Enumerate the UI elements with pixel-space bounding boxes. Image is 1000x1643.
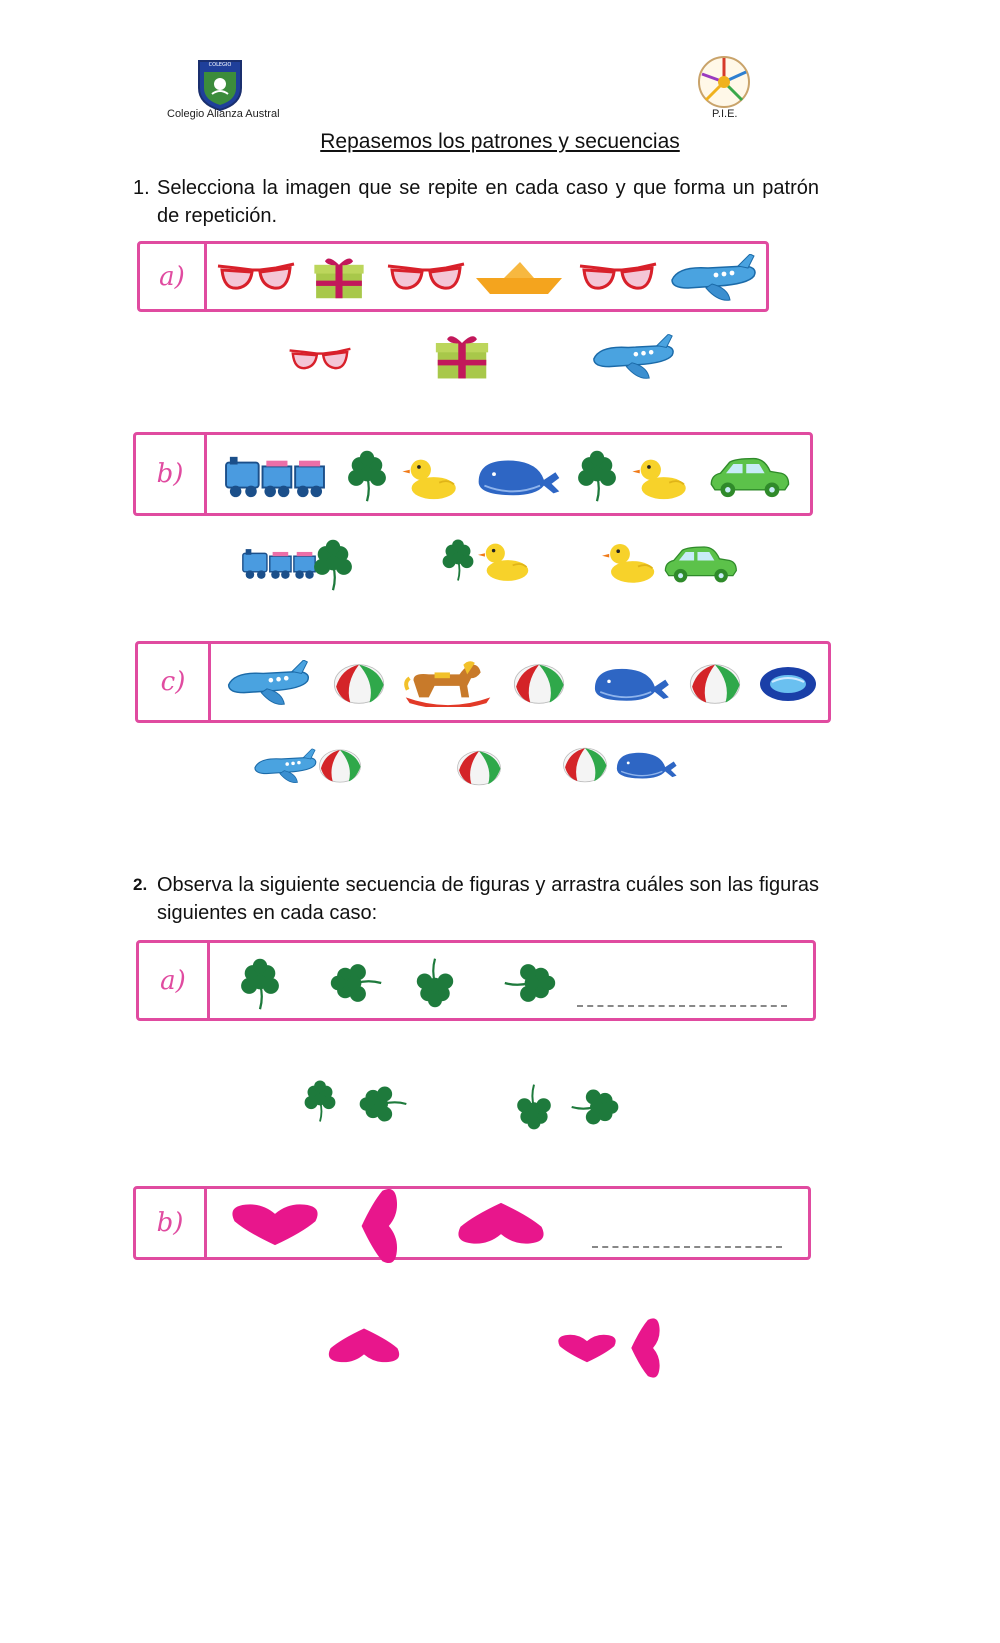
clover-icon bbox=[510, 1076, 558, 1138]
program-label: P.I.E. bbox=[712, 108, 738, 120]
option-clover-pair-2[interactable] bbox=[510, 1074, 628, 1140]
clover-icon bbox=[566, 1082, 624, 1132]
option-clover-pair-1[interactable] bbox=[298, 1070, 414, 1134]
airplane-icon bbox=[668, 254, 758, 304]
whale-icon bbox=[614, 744, 678, 786]
clover-icon bbox=[326, 956, 386, 1010]
question-number: 1. bbox=[133, 177, 150, 199]
divider bbox=[208, 641, 211, 723]
sequence-box-1a bbox=[137, 241, 769, 312]
ball-icon bbox=[318, 744, 362, 788]
airplane-icon bbox=[220, 660, 316, 708]
clover-icon bbox=[436, 530, 480, 590]
row-label: a) bbox=[159, 261, 185, 292]
whale-icon bbox=[472, 453, 564, 501]
answer-blank[interactable] bbox=[592, 1246, 782, 1248]
school-name: Colegio Alianza Austral bbox=[167, 108, 280, 120]
question-text: Selecciona la imagen que se repite en cada caso y que forma un patrón de repetición. bbox=[157, 177, 819, 227]
ball-icon bbox=[456, 746, 502, 790]
pie-logo bbox=[696, 54, 752, 110]
car-icon bbox=[704, 453, 794, 499]
option-airplane-ball[interactable] bbox=[252, 744, 364, 790]
question-text: Observa la siguiente secuencia de figuras y arrastra cuáles son las figuras siguientes en cada caso: bbox=[157, 874, 819, 924]
paper-boat-icon bbox=[474, 260, 564, 300]
duck-icon bbox=[478, 538, 530, 584]
clover-icon bbox=[570, 449, 624, 503]
pool-float-icon bbox=[758, 664, 818, 704]
option-ball[interactable] bbox=[456, 746, 502, 790]
car-icon bbox=[662, 538, 738, 588]
heart-icon bbox=[556, 1322, 618, 1374]
gift-icon bbox=[306, 256, 372, 300]
crest-text: COLEGIO bbox=[208, 62, 232, 68]
answer-blank[interactable] bbox=[577, 1005, 787, 1007]
whale-icon bbox=[586, 662, 676, 706]
option-ball-whale[interactable] bbox=[562, 740, 678, 790]
heart-icon bbox=[622, 1316, 670, 1380]
option-heart-pair[interactable] bbox=[556, 1316, 678, 1380]
ball-icon bbox=[684, 662, 746, 706]
row-label: b) bbox=[156, 1208, 184, 1238]
ball-icon bbox=[508, 662, 570, 706]
clover-icon bbox=[355, 1079, 411, 1129]
option-gift[interactable] bbox=[434, 332, 490, 382]
duck-icon bbox=[602, 536, 656, 588]
heart-icon bbox=[228, 1201, 322, 1247]
heart-icon bbox=[355, 1186, 405, 1266]
question-number: 2. bbox=[133, 875, 148, 894]
duck-icon bbox=[400, 455, 460, 501]
duck-icon bbox=[630, 455, 690, 501]
question-2 bbox=[133, 871, 819, 927]
option-train-clover[interactable] bbox=[240, 534, 360, 596]
pie-emblem-icon bbox=[696, 54, 752, 110]
sequence-box-2a bbox=[136, 940, 816, 1021]
clover-icon bbox=[298, 1070, 342, 1132]
ball-icon bbox=[562, 742, 608, 788]
sequence-box-2b bbox=[133, 1186, 811, 1260]
glasses-icon bbox=[578, 258, 658, 298]
train-icon bbox=[222, 453, 328, 501]
glasses-icon bbox=[216, 258, 296, 298]
clover-icon bbox=[409, 955, 461, 1011]
divider bbox=[207, 940, 210, 1021]
row-label: a) bbox=[160, 965, 186, 996]
option-duck-car[interactable] bbox=[602, 534, 738, 590]
divider bbox=[204, 241, 207, 312]
clover-icon bbox=[306, 534, 360, 596]
divider bbox=[204, 1186, 207, 1260]
sequence-box-1b bbox=[133, 432, 813, 516]
page-title: Repasemos los patrones y secuencias bbox=[320, 130, 680, 153]
divider bbox=[204, 432, 207, 516]
option-airplane[interactable] bbox=[590, 332, 676, 384]
option-glasses[interactable] bbox=[288, 338, 352, 382]
row-label: b) bbox=[156, 459, 184, 489]
clover-icon bbox=[233, 957, 287, 1011]
clover-icon bbox=[500, 956, 560, 1010]
school-logo bbox=[196, 58, 244, 112]
option-clover-duck[interactable] bbox=[436, 530, 532, 592]
row-label: c) bbox=[160, 667, 186, 697]
question-1 bbox=[133, 174, 819, 230]
clover-icon bbox=[340, 449, 394, 503]
airplane-icon bbox=[252, 746, 318, 788]
heart-icon bbox=[454, 1201, 548, 1247]
option-heart-1[interactable] bbox=[326, 1322, 402, 1370]
glasses-icon bbox=[386, 258, 466, 298]
sequence-box-1c bbox=[135, 641, 831, 723]
rocking-horse-icon bbox=[400, 658, 496, 708]
ball-icon bbox=[328, 662, 390, 706]
